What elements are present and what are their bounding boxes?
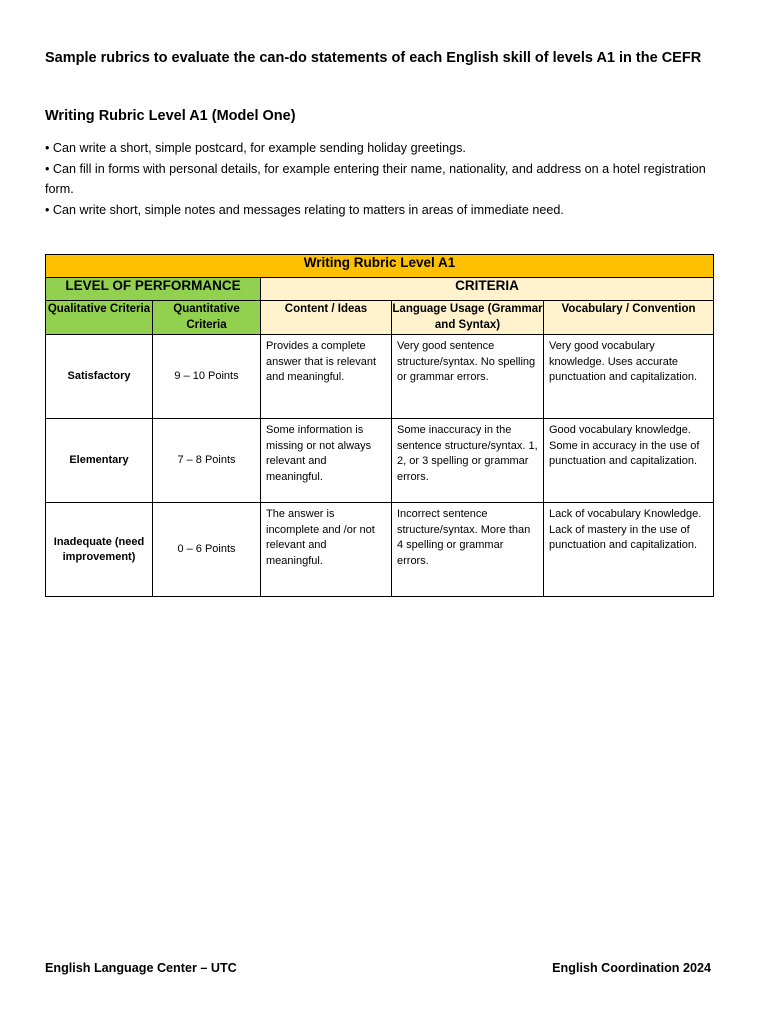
language-cell: Incorrect sentence structure/syntax. More than 4 spelling or grammar errors.	[392, 503, 544, 597]
can-do-item: • Can write a short, simple postcard, for example sending holiday greetings.	[45, 141, 466, 155]
vocabulary-cell: Lack of vocabulary Knowledge. Lack of mastery in the use of punctuation and capitalization.	[544, 503, 714, 597]
rubric-table	[45, 254, 714, 597]
table-row	[46, 503, 714, 597]
points-cell: 0 – 6 Points	[153, 503, 261, 597]
table-title: Writing Rubric Level A1	[46, 255, 714, 278]
vocabulary-cell: Good vocabulary knowledge. Some in accuracy in the use of punctuation and capitalization.	[544, 419, 714, 503]
table-title-row	[46, 255, 714, 278]
column-header-quantitative: Quantitative Criteria	[153, 301, 261, 335]
footer-coordination: English Coordination 2024	[552, 961, 711, 975]
level-cell: Elementary	[46, 419, 153, 503]
content-cell: Provides a complete answer that is relevant and meaningful.	[261, 335, 392, 419]
level-cell: Inadequate (need improvement)	[46, 503, 153, 597]
language-cell: Some inaccuracy in the sentence structure/syntax. 1, 2, or 3 spelling or grammar errors.	[392, 419, 544, 503]
content-cell: The answer is incomplete and /or not relevant and meaningful.	[261, 503, 392, 597]
column-header-vocabulary: Vocabulary / Convention	[544, 301, 714, 335]
rubric-subtitle: Writing Rubric Level A1 (Model One)	[45, 108, 296, 124]
page-title: Sample rubrics to evaluate the can-do statements of each English skill of levels A1 in the CEFR	[45, 50, 702, 66]
column-header-language: Language Usage (Grammar and Syntax)	[392, 301, 544, 335]
level-cell: Satisfactory	[46, 335, 153, 419]
table-column-header-row	[46, 301, 714, 335]
language-cell: Very good sentence structure/syntax. No spelling or grammar errors.	[392, 335, 544, 419]
content-cell: Some information is missing or not always relevant and meaningful.	[261, 419, 392, 503]
footer-institution: English Language Center – UTC	[45, 961, 237, 975]
column-header-content: Content / Ideas	[261, 301, 392, 335]
table-row	[46, 419, 714, 503]
level-of-performance-header: LEVEL OF PERFORMANCE	[46, 278, 261, 301]
points-cell: 9 – 10 Points	[153, 335, 261, 419]
column-header-qualitative: Qualitative Criteria	[46, 301, 153, 335]
points-cell: 7 – 8 Points	[153, 419, 261, 503]
vocabulary-cell: Very good vocabulary knowledge. Uses accurate punctuation and capitalization.	[544, 335, 714, 419]
criteria-header: CRITERIA	[261, 278, 714, 301]
can-do-item: • Can write short, simple notes and messages relating to matters in areas of immediate need.	[45, 202, 564, 217]
can-do-item: • Can fill in forms with personal details, for example entering their name, nationality, and address on a hotel registration form.	[45, 161, 706, 196]
table-group-header-row	[46, 278, 714, 301]
can-do-list	[45, 138, 725, 220]
table-row	[46, 335, 714, 419]
